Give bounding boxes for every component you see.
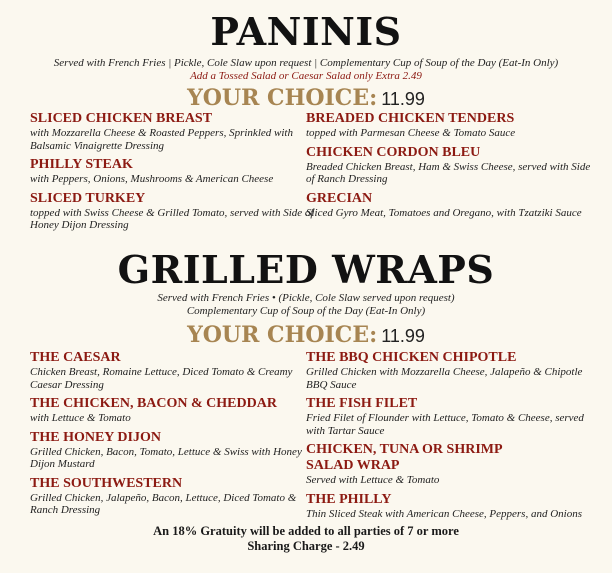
menu-item-description: topped with Parmesan Cheese & Tomato Sauce bbox=[306, 127, 516, 139]
wraps-soup-note: Complementary Cup of Soup of the Day (Eat-In Only) bbox=[186, 304, 426, 317]
menu-item bbox=[30, 430, 320, 471]
wraps-served-with: Served with French Fries • (Pickle, Cole Slaw served upon request) bbox=[157, 292, 455, 304]
paninis-choice-price: 11.99 bbox=[381, 89, 425, 109]
menu-item-name: THE BBQ CHICKEN CHIPOTLE bbox=[306, 350, 517, 365]
menu-item-name: PHILLY STEAK bbox=[30, 157, 133, 172]
menu-item bbox=[30, 396, 320, 425]
menu-item-name: THE FISH FILET bbox=[306, 396, 418, 411]
menu-item bbox=[306, 442, 596, 487]
menu-item bbox=[306, 350, 596, 391]
wraps-left-column bbox=[30, 350, 320, 522]
menu-item-name: SLICED CHICKEN BREAST bbox=[30, 111, 213, 126]
paninis-header bbox=[0, 9, 612, 82]
menu-item-description: with Mozzarella Cheese & Roasted Peppers, Sprinkled with Balsamic Vinaigrette Dressing bbox=[30, 127, 293, 152]
menu-item bbox=[306, 396, 596, 437]
menu-item bbox=[306, 145, 596, 186]
wraps-title: GRILLED WRAPS bbox=[117, 247, 495, 292]
menu-item bbox=[30, 350, 320, 391]
menu-item bbox=[30, 476, 320, 517]
wraps-choice-label: YOUR CHOICE: bbox=[187, 322, 378, 348]
menu-item-description: topped with Swiss Cheese & Grilled Tomato, served with Side of Honey Dijon Dressing bbox=[30, 206, 314, 231]
menu-item-description: with Peppers, Onions, Mushrooms & American Cheese bbox=[30, 173, 274, 185]
wraps-header bbox=[0, 247, 612, 317]
menu-item-description: with Lettuce & Tomato bbox=[30, 412, 131, 424]
menu-item bbox=[30, 191, 320, 232]
menu-item-name: SLICED TURKEY bbox=[30, 190, 146, 206]
menu-item-name: THE CAESAR bbox=[30, 350, 121, 365]
paninis-title: PANINIS bbox=[210, 9, 402, 54]
paninis-served-with: Served with French Fries | Pickle, Cole Slaw upon request | Complementary Cup of Soup of the Day (Eat-In Only) bbox=[53, 57, 559, 69]
menu-item-description: Chicken Breast, Romaine Lettuce, Diced Tomato & Creamy Caesar Dressing bbox=[30, 366, 293, 391]
footer-notes bbox=[0, 524, 612, 554]
menu-item-description: Grilled Chicken, Bacon, Tomato, Lettuce & Swiss with Honey Dijon Mustard bbox=[30, 445, 302, 470]
menu-item-name: THE PHILLY bbox=[306, 491, 392, 507]
menu-item-description: Breaded Chicken Breast, Ham & Swiss Cheese, served with Side of Ranch Dressing bbox=[306, 160, 591, 185]
gratuity-note: An 18% Gratuity will be added to all parties of 7 or more bbox=[153, 524, 459, 538]
sharing-charge-note: Sharing Charge - 2.49 bbox=[247, 539, 365, 553]
paninis-choice bbox=[0, 86, 612, 111]
menu-item bbox=[306, 111, 596, 140]
menu-item-name: CHICKEN, TUNA OR SHRIMP SALAD WRAP bbox=[306, 442, 502, 473]
paninis-right-column bbox=[306, 111, 596, 224]
menu-item bbox=[30, 157, 320, 186]
menu-item-name: BREADED CHICKEN TENDERS bbox=[306, 111, 515, 126]
menu-item bbox=[306, 191, 596, 220]
menu-item-name: THE CHICKEN, BACON & CHEDDAR bbox=[30, 396, 277, 411]
menu-item-description: Thin Sliced Steak with American Cheese, Peppers, and Onions bbox=[306, 507, 582, 520]
menu-item-description: Fried Filet of Flounder with Lettuce, Tomato & Cheese, served with Tartar Sauce bbox=[306, 412, 584, 437]
menu-item-name: THE HONEY DIJON bbox=[30, 429, 161, 445]
menu-item-name: CHICKEN CORDON BLEU bbox=[306, 144, 481, 160]
menu-item-description: Grilled Chicken with Mozzarella Cheese, Jalapeño & Chipotle BBQ Sauce bbox=[306, 366, 583, 391]
wraps-right-column bbox=[306, 350, 596, 525]
menu-item-description: Served with Lettuce & Tomato bbox=[306, 474, 440, 486]
menu-item-description: Sliced Gyro Meat, Tomatoes and Oregano, with Tzatziki Sauce bbox=[306, 206, 582, 219]
menu-item bbox=[30, 111, 320, 152]
wraps-choice bbox=[0, 323, 612, 348]
paninis-choice-label: YOUR CHOICE: bbox=[187, 85, 378, 111]
menu-item-name: THE SOUTHWESTERN bbox=[30, 475, 183, 491]
menu-item-name: GRECIAN bbox=[306, 190, 373, 206]
paninis-left-column bbox=[30, 111, 320, 237]
paninis-salad-addon: Add a Tossed Salad or Caesar Salad only Extra 2.49 bbox=[190, 69, 422, 82]
menu-item bbox=[306, 492, 596, 521]
wraps-choice-price: 11.99 bbox=[381, 326, 425, 346]
menu-item-description: Grilled Chicken, Jalapeño, Bacon, Lettuce, Diced Tomato & Ranch Dressing bbox=[30, 491, 297, 516]
